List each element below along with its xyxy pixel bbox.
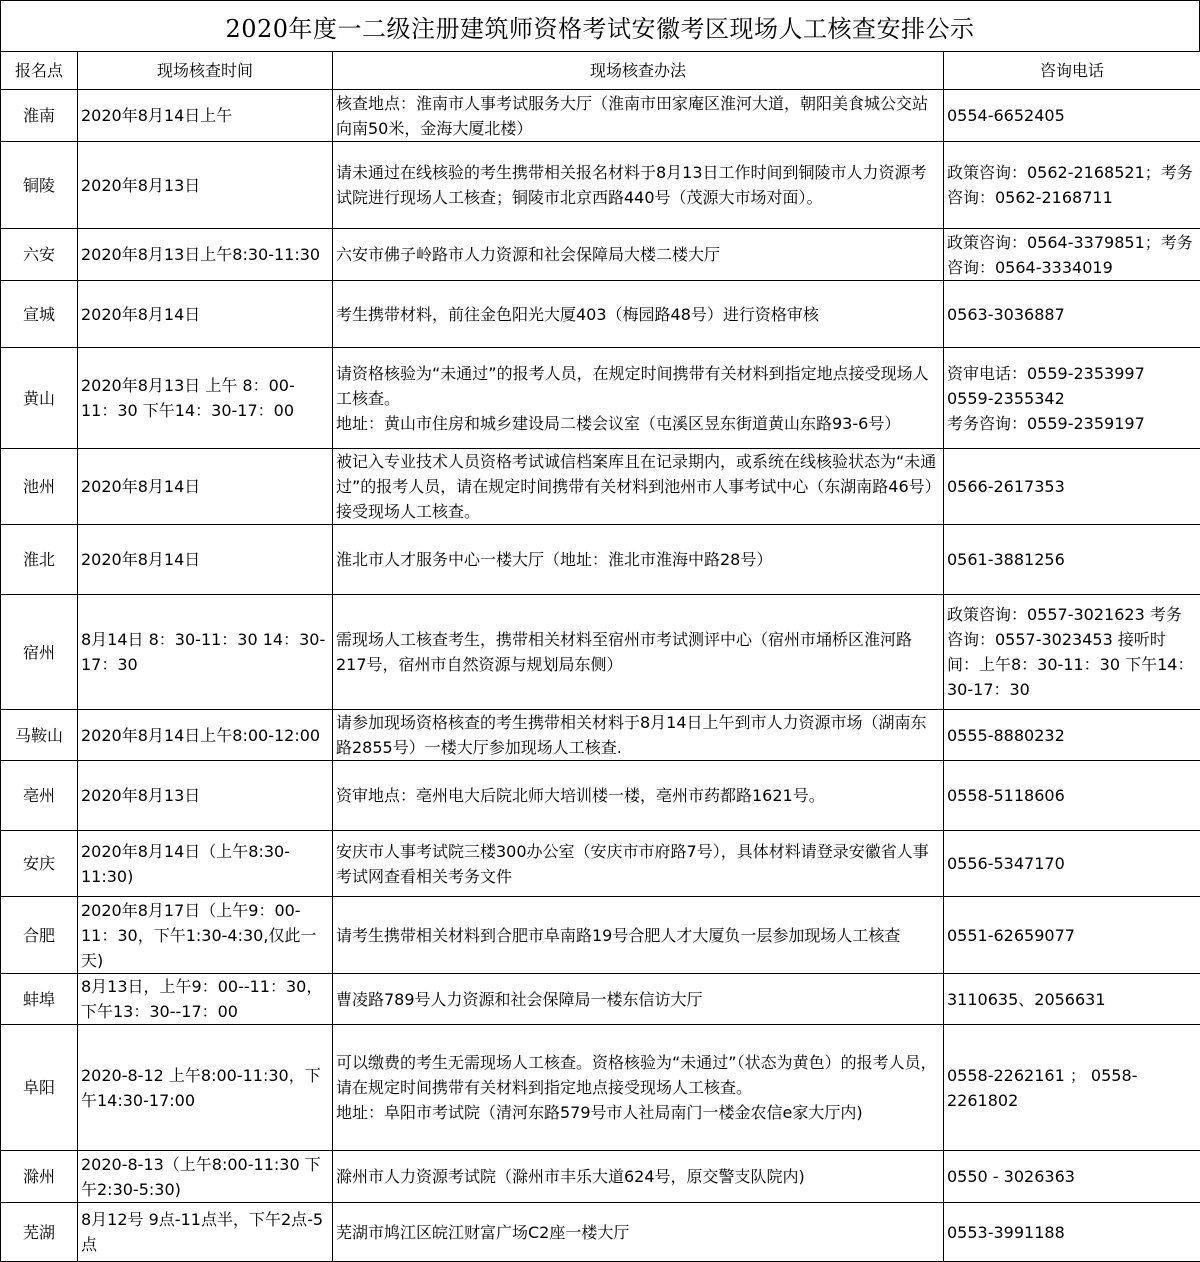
time-cell: 2020年8月14日上午8:00-12:00 bbox=[78, 710, 333, 761]
phone-line: 考务咨询：0559-2359197 bbox=[947, 411, 1197, 436]
city-cell: 合肥 bbox=[1, 897, 78, 974]
method-cell: 需现场人工核查考生，携带相关材料至宿州市考试测评中心（宿州市埇桥区淮河路217号，宿州市自然资源与规划局东侧） bbox=[333, 595, 944, 710]
city-cell: 淮北 bbox=[1, 525, 78, 595]
time-cell: 2020年8月14日 bbox=[78, 281, 333, 348]
phone-line: 资审电话：0559-2353997 bbox=[947, 361, 1197, 386]
method-line: 地址：黄山市住房和城乡建设局二楼会议室（屯溪区昱东街道黄山东路93-6号） bbox=[336, 411, 940, 436]
method-cell: 请考生携带相关材料到合肥市阜南路19号合肥人才大厦负一层参加现场人工核查 bbox=[333, 897, 944, 974]
phone-cell: 0563-3036887 bbox=[944, 281, 1200, 348]
table-row bbox=[1, 525, 1200, 595]
phone-cell: 0558-5118606 bbox=[944, 761, 1200, 831]
phone-cell: 0561-3881256 bbox=[944, 525, 1200, 595]
table-row bbox=[1, 1151, 1200, 1203]
table-row bbox=[1, 761, 1200, 831]
city-cell: 芜湖 bbox=[1, 1203, 78, 1262]
time-cell: 2020年8月13日上午8:30-11:30 bbox=[78, 229, 333, 281]
table-row bbox=[1, 831, 1200, 897]
phone-cell: 0551-62659077 bbox=[944, 897, 1200, 974]
city-cell: 马鞍山 bbox=[1, 710, 78, 761]
time-cell: 2020年8月14日（上午8:30-11:30) bbox=[78, 831, 333, 897]
method-cell: 曹凌路789号人力资源和社会保障局一楼东信访大厅 bbox=[333, 974, 944, 1025]
table-row bbox=[1, 348, 1200, 449]
time-cell: 8月12号 9点-11点半，下午2点-5点 bbox=[78, 1203, 333, 1262]
phone-cell: 0558-2262161 ； 0558-2261802 bbox=[944, 1025, 1200, 1151]
phone-cell: 0553-3991188 bbox=[944, 1203, 1200, 1262]
city-cell: 安庆 bbox=[1, 831, 78, 897]
phone-cell: 0555-8880232 bbox=[944, 710, 1200, 761]
table-row bbox=[1, 595, 1200, 710]
page-title: 2020年度一二级注册建筑师资格考试安徽考区现场人工核查安排公示 bbox=[0, 0, 1200, 51]
header-phone: 咨询电话 bbox=[944, 52, 1200, 90]
method-line: 地址：阜阳市考试院（清河东路579号市人社局南门一楼金农信e家大厅内) bbox=[336, 1100, 940, 1125]
city-cell: 滁州 bbox=[1, 1151, 78, 1203]
time-cell: 2020年8月14日 bbox=[78, 525, 333, 595]
method-cell: 芜湖市鸠江区皖江财富广场C2座一楼大厅 bbox=[333, 1203, 944, 1262]
time-cell: 8月13日，上午9：00--11：30，下午13：30--17：00 bbox=[78, 974, 333, 1025]
table-row bbox=[1, 449, 1200, 525]
phone-cell: 政策咨询：0557-3021623 考务咨询：0557-3023453 接听时间：上午8：30-11：30 下午14：30-17：30 bbox=[944, 595, 1200, 710]
phone-cell: 3110635、2056631 bbox=[944, 974, 1200, 1025]
table-row bbox=[1, 90, 1200, 142]
header-city: 报名点 bbox=[1, 52, 78, 90]
time-cell: 2020年8月13日 bbox=[78, 761, 333, 831]
phone-line: 0559-2355342 bbox=[947, 386, 1197, 411]
table-row bbox=[1, 974, 1200, 1025]
city-cell: 宣城 bbox=[1, 281, 78, 348]
method-line: 可以缴费的考生无需现场人工核查。资格核验为“未通过”（状态为黄色）的报考人员，请在规定时间携带有关材料到指定地点接受现场人工核查。 bbox=[336, 1050, 940, 1100]
city-cell: 六安 bbox=[1, 229, 78, 281]
method-line: 请资格核验为“未通过”的报考人员，在规定时间携带有关材料到指定地点接受现场人工核查。 bbox=[336, 361, 940, 411]
city-cell: 阜阳 bbox=[1, 1025, 78, 1151]
phone-cell: 0556-5347170 bbox=[944, 831, 1200, 897]
method-cell: 资审地点：亳州电大后院北师大培训楼一楼，亳州市药都路1621号。 bbox=[333, 761, 944, 831]
city-cell: 淮南 bbox=[1, 90, 78, 142]
time-cell: 2020-8-12 上午8:00-11:30，下午14:30-17:00 bbox=[78, 1025, 333, 1151]
phone-cell bbox=[944, 348, 1200, 449]
table-row bbox=[1, 1203, 1200, 1262]
time-cell: 2020年8月13日 上午 8：00-11：30 下午14：30-17：00 bbox=[78, 348, 333, 449]
table-row bbox=[1, 897, 1200, 974]
method-cell bbox=[333, 348, 944, 449]
phone-cell: 政策咨询：0564-3379851；考务咨询：0564-3334019 bbox=[944, 229, 1200, 281]
header-row bbox=[1, 52, 1200, 90]
time-cell: 2020年8月14日上午 bbox=[78, 90, 333, 142]
schedule-table bbox=[0, 51, 1200, 1262]
phone-cell: 0550 - 3026363 bbox=[944, 1151, 1200, 1203]
method-cell: 滁州市人力资源考试院（滁州市丰乐大道624号，原交警支队院内) bbox=[333, 1151, 944, 1203]
city-cell: 池州 bbox=[1, 449, 78, 525]
city-cell: 铜陵 bbox=[1, 142, 78, 229]
city-cell: 蚌埠 bbox=[1, 974, 78, 1025]
method-cell: 六安市佛子岭路市人力资源和社会保障局大楼二楼大厅 bbox=[333, 229, 944, 281]
time-cell: 2020年8月14日 bbox=[78, 449, 333, 525]
table-row bbox=[1, 710, 1200, 761]
city-cell: 黄山 bbox=[1, 348, 78, 449]
method-cell bbox=[333, 1025, 944, 1151]
table-row bbox=[1, 1025, 1200, 1151]
time-cell: 8月14日 8：30-11：30 14：30-17：30 bbox=[78, 595, 333, 710]
method-cell: 请未通过在线核验的考生携带相关报名材料于8月13日工作时间到铜陵市人力资源考试院进行现场人工核查；铜陵市北京西路440号（茂源大市场对面）。 bbox=[333, 142, 944, 229]
phone-cell: 政策咨询：0562-2168521；考务咨询：0562-2168711 bbox=[944, 142, 1200, 229]
phone-cell: 0566-2617353 bbox=[944, 449, 1200, 525]
method-cell: 考生携带材料，前往金色阳光大厦403（梅园路48号）进行资格审核 bbox=[333, 281, 944, 348]
header-method: 现场核查办法 bbox=[333, 52, 944, 90]
table-row bbox=[1, 142, 1200, 229]
method-cell: 安庆市人事考试院三楼300办公室（安庆市市府路7号），具体材料请登录安徽省人事考试网查看相关考务文件 bbox=[333, 831, 944, 897]
table-row bbox=[1, 229, 1200, 281]
method-cell: 请参加现场资格核查的考生携带相关材料于8月14日上午到市人力资源市场（湖南东路2855号）一楼大厅参加现场人工核查. bbox=[333, 710, 944, 761]
city-cell: 宿州 bbox=[1, 595, 78, 710]
phone-cell: 0554-6652405 bbox=[944, 90, 1200, 142]
method-cell: 淮北市人才服务中心一楼大厅（地址：淮北市淮海中路28号） bbox=[333, 525, 944, 595]
city-cell: 亳州 bbox=[1, 761, 78, 831]
method-cell: 核查地点：淮南市人事考试服务大厅（淮南市田家庵区淮河大道，朝阳美食城公交站向南50米，金海大厦北楼） bbox=[333, 90, 944, 142]
time-cell: 2020-8-13（上午8:00-11:30 下午2:30-5:30) bbox=[78, 1151, 333, 1203]
time-cell: 2020年8月17日（上午9：00-11：30，下午1:30-4:30,仅此一天) bbox=[78, 897, 333, 974]
table-row bbox=[1, 281, 1200, 348]
time-cell: 2020年8月13日 bbox=[78, 142, 333, 229]
header-time: 现场核查时间 bbox=[78, 52, 333, 90]
method-cell: 被记入专业技术人员资格考试诚信档案库且在记录期内，或系统在线核验状态为“未通过”的报考人员，请在规定时间携带有关材料到池州市人事考试中心（东湖南路46号）接受现场人工核查。 bbox=[333, 449, 944, 525]
